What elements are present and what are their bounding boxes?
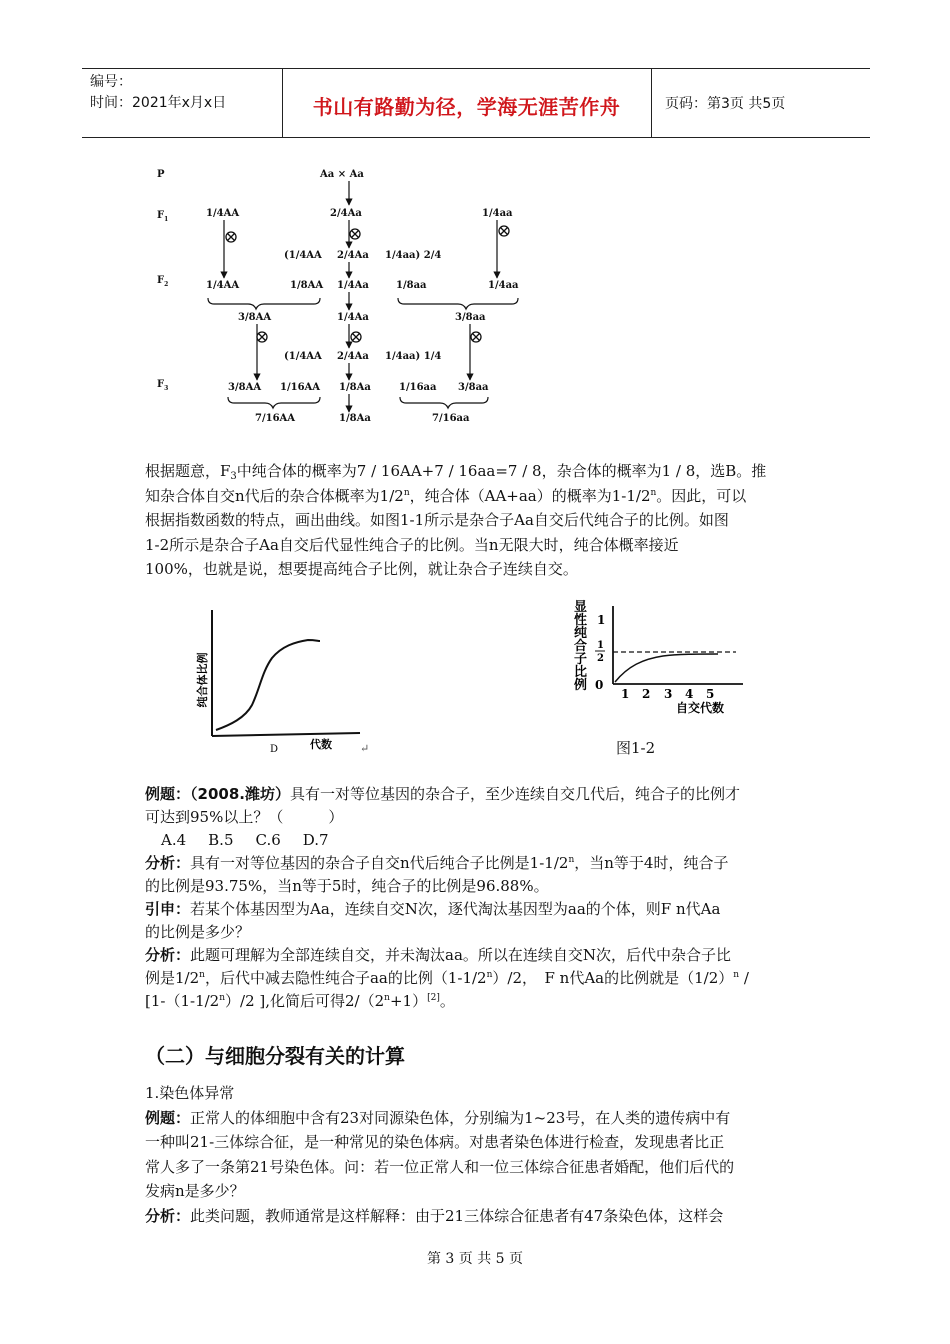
svg-text:例: 例 (574, 678, 588, 693)
f2-heterozygous-repeat: 1/4Aa (337, 312, 369, 323)
f3-sum-dominant: 7/16AA (255, 413, 296, 424)
figure-1-2-ylabel (573, 600, 587, 693)
svg-text:1: 1 (621, 687, 630, 701)
page-header (82, 68, 870, 138)
f3-recessive-a: 3/8aa (458, 382, 489, 393)
analysis-label: 分析： (145, 854, 191, 872)
f3-sum-recessive: 7/16aa (432, 413, 470, 424)
option-b: B.5 (208, 831, 234, 849)
f1-heterozygous: 2/4Aa (330, 208, 362, 219)
generation-label-p: P (157, 169, 165, 180)
return-mark: ↵ (360, 742, 370, 755)
f3-recessive-b: 1/16aa (399, 382, 437, 393)
example-label: 例题： (145, 785, 191, 803)
svg-text:3: 3 (664, 687, 673, 701)
answer-options (145, 829, 810, 852)
generation-label-f2: $F_2$ (157, 275, 169, 288)
f2-segregation-right: 1/4aa) 2/4 (385, 250, 442, 261)
example-question: 例题：（2008.潍坊）具有一对等位基因的杂合子，至少连续自交几代后，纯合子的比例才 可达到95%以上？（ ） A.4 B.5 C.6 D.7 分析：具有一对等位基因的杂合子自交n代后纯合子比例是1-1/2$^n$，当n等于4时，纯合子 的比例是93.75%，当n等于5时，纯合子的比例是96.88%。 引申：若某个体基因型为Aa，连续自交N次，逐代淘汰基因型为aa的个体，则F n代Aa 的比例是多少？ 分析：此题可理解为全部连续自交，并未淘汰aa。所以在连续自交N次，后代中杂合子比 例是1/2$^n$，后代中减去隐性纯合子aa的比例（1-1/2$^n$）/2， F n代Aa的比例就是$(1/2)^n$ / [1-（1-1/2$^n$）/2 ],化简后可得$2/(2^n+1)[2]$。 (145, 783, 810, 1013)
f3-segregation-right: 1/4aa) 1/4 (385, 351, 442, 362)
header-divider (651, 69, 652, 137)
svg-text:子: 子 (574, 652, 588, 667)
svg-text:合: 合 (574, 639, 588, 654)
figure-1-2-ytick-half-den: 2 (597, 653, 604, 664)
svg-text:性: 性 (574, 613, 588, 628)
svg-text:比: 比 (574, 665, 588, 680)
f2-dominant-a: 1/4AA (206, 280, 240, 291)
f2-segregation-mid: 2/4Aa (337, 250, 369, 261)
svg-text:纯: 纯 (574, 626, 588, 641)
figure-1-1-ylabel: 纯合体比例 (196, 652, 209, 708)
f1-homozygous-recessive: 1/4aa (482, 208, 513, 219)
header-motto: 书山有路勤为径，学海无涯苦作舟 (312, 95, 621, 119)
f2-dominant-b: 1/8AA (290, 280, 324, 291)
section-heading: （二）与细胞分裂有关的计算 (145, 1044, 405, 1068)
f3-heterozygous-repeat: 1/8Aa (339, 413, 371, 424)
figure-1-2-ytick-half-num: 1 (597, 640, 604, 651)
generation-label-f3: $F_3$ (157, 379, 169, 392)
figure-1-2-chart (568, 596, 758, 716)
header-meta (90, 72, 226, 114)
document-number: 编号： (90, 74, 132, 90)
analysis-label: 分析： (145, 946, 191, 964)
f2-sum-recessive: 3/8aa (455, 312, 486, 323)
subsection-title: 1.染色体异常 (145, 1084, 235, 1102)
genetic-cross-diagram (0, 155, 950, 435)
analysis-label: 分析： (145, 1206, 191, 1225)
f2-sum-dominant: 3/8AA (238, 312, 272, 323)
f2-recessive-a: 1/4aa (488, 280, 519, 291)
f2-heterozygous: 1/4Aa (337, 280, 369, 291)
f2-segregation-left: (1/4AA (284, 250, 322, 261)
svg-text:4: 4 (685, 687, 694, 701)
svg-text:5: 5 (706, 687, 715, 701)
f3-segregation-left: (1/4AA (284, 351, 322, 362)
example-source: （2008.潍坊） (190, 785, 290, 803)
parents-cross: Aa × Aa (320, 169, 364, 180)
f3-heterozygous: 1/8Aa (339, 382, 371, 393)
chromosome-section: 1.染色体异常 例题：正常人的体细胞中含有23对同源染色体，分别编为1~23号，在人类的遗传病中有 一种叫21-三体综合征，是一种常见的染色体病。对患者染色体进行检查，发现患者比正 常人多了一条第21号染色体。问：若一位正常人和一位三体综合征患者婚配，他们后代的 发病n是多少？ 分析：此类问题，教师通常是这样解释：由于21三体综合征患者有47条染色体，这样会 (145, 1081, 810, 1228)
figure-1-1-chart (190, 600, 370, 760)
explanation-paragraph: 根据题意，$F_3$中纯合体的概率为7 / 16AA+7 / 16aa=7 / 8，杂合体的概率为1 / 8，选B。推 知杂合体自交n代后的杂合体概率为1/2$^n$，纯合体（AA+aa）的概率为1-1/2$^n$。因此，可以 根据指数函数的特点，画出曲线。如图1-1所示是杂合子Aa自交后代纯合子的比例。如图 1-2所示是杂合子Aa自交后代显性纯合子的比例。当n无限大时，纯合体概率接近 100%，也就是说，想要提高纯合子比例，就让杂合子连续自交。 (145, 462, 767, 578)
option-c: C.6 (255, 831, 281, 849)
generation-label-f1: $F_1$ (157, 210, 169, 223)
document-date: 时间：2021年x月x日 (90, 95, 227, 111)
option-a: A.4 (161, 831, 187, 849)
header-page-number: 页码：第3页 共5页 (665, 96, 786, 112)
figure-1-2-caption: 图1-2 (616, 739, 656, 757)
f3-dominant-a: 3/8AA (228, 382, 262, 393)
extension-label: 引申： (145, 900, 191, 918)
figure-1-2-ytick-zero: 0 (595, 678, 604, 692)
svg-text:显: 显 (574, 600, 588, 615)
page-footer: 第 3 页 共 5 页 (426, 1251, 524, 1267)
svg-text:2: 2 (642, 687, 651, 701)
f3-segregation-mid: 2/4Aa (337, 351, 369, 362)
figure-1-2-xticks (621, 687, 714, 701)
figure-1-2-ytick-one: 1 (597, 613, 606, 627)
f2-recessive-b: 1/8aa (396, 280, 427, 291)
f1-homozygous-dominant: 1/4AA (206, 208, 240, 219)
figure-1-1-origin-letter: D (270, 744, 279, 755)
example-label: 例题： (145, 1108, 191, 1127)
figure-1-2-xlabel: 自交代数 (676, 701, 725, 715)
option-d: D.7 (302, 831, 329, 849)
f3-dominant-b: 1/16AA (280, 382, 321, 393)
figure-1-1-xlabel: 代数 (310, 738, 332, 751)
